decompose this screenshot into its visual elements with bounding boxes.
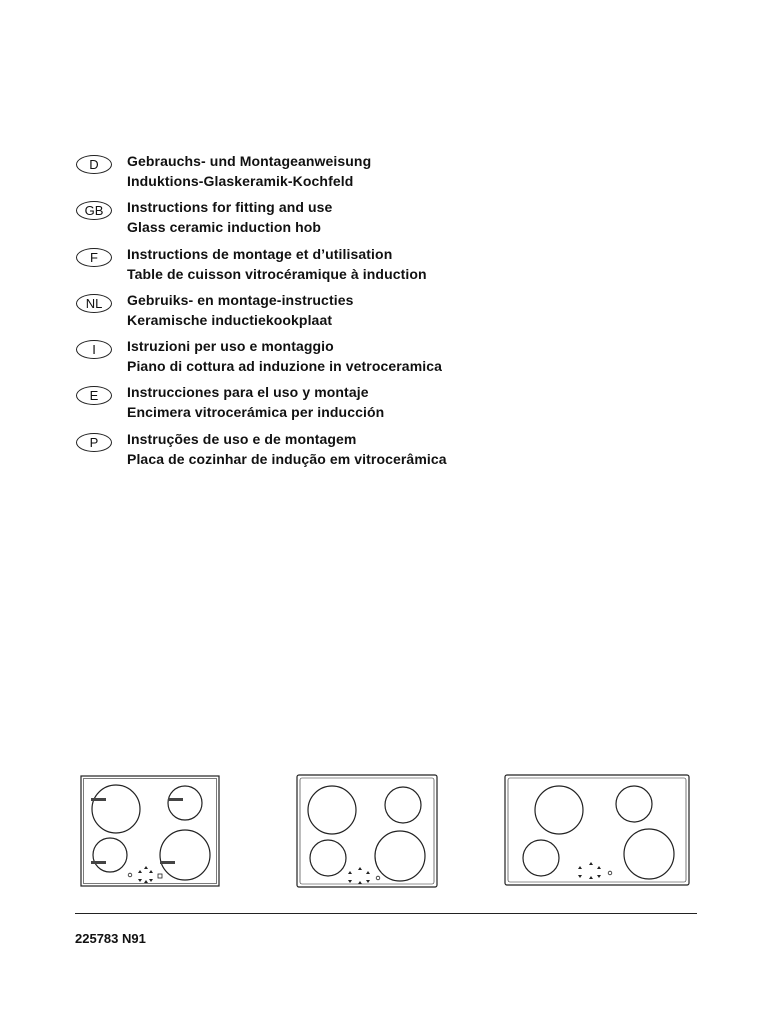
language-code-badge: NL — [76, 294, 112, 313]
title-line-2: Table de cuisson vitrocéramique à induction — [127, 265, 427, 282]
title-line-2: Placa de cozinhar de indução em vitrocerâmica — [127, 450, 447, 467]
language-code-badge: F — [76, 248, 112, 267]
language-code-badge: E — [76, 386, 112, 405]
language-code-badge: I — [76, 340, 112, 359]
document-number: 225783 N91 — [75, 931, 146, 946]
language-titles — [127, 430, 447, 469]
language-entry-f — [76, 245, 676, 285]
language-entry-p — [76, 430, 676, 470]
language-code-badge: GB — [76, 201, 112, 220]
title-line-2: Encimera vitrocerámica per inducción — [127, 403, 385, 420]
language-entry-nl — [76, 291, 676, 331]
title-line-2: Piano di cottura ad induzione in vetroceramica — [127, 357, 442, 374]
title-line-1: Istruzioni per uso e montaggio — [127, 338, 334, 354]
language-titles — [127, 198, 332, 237]
title-line-1: Gebruiks- en montage-instructies — [127, 292, 354, 308]
language-titles — [127, 152, 371, 191]
language-entry-e — [76, 383, 676, 423]
title-line-2: Keramische inductiekookplaat — [127, 311, 333, 328]
hob-illustration-1 — [80, 775, 220, 887]
language-titles — [127, 383, 384, 422]
language-entry-i — [76, 337, 676, 377]
language-titles — [127, 245, 427, 284]
language-titles — [127, 291, 353, 330]
title-line-2: Induktions-Glaskeramik-Kochfeld — [127, 172, 354, 189]
language-code-badge: P — [76, 433, 112, 452]
hob-illustration-2 — [296, 774, 438, 888]
title-line-1: Instruções de uso e de montagem — [127, 431, 357, 447]
hob-illustration-3 — [504, 774, 690, 886]
title-line-1: Instructions for fitting and use — [127, 199, 333, 215]
title-line-1: Instructions de montage et d’utilisation — [127, 246, 393, 262]
language-titles — [127, 337, 442, 376]
title-line-1: Instrucciones para el uso y montaje — [127, 384, 369, 400]
language-code-badge: D — [76, 155, 112, 174]
title-line-2: Glass ceramic induction hob — [127, 218, 322, 235]
language-entry-d — [76, 152, 676, 192]
language-entry-gb — [76, 198, 676, 238]
footer-divider — [75, 913, 697, 914]
title-line-1: Gebrauchs- und Montageanweisung — [127, 153, 372, 169]
